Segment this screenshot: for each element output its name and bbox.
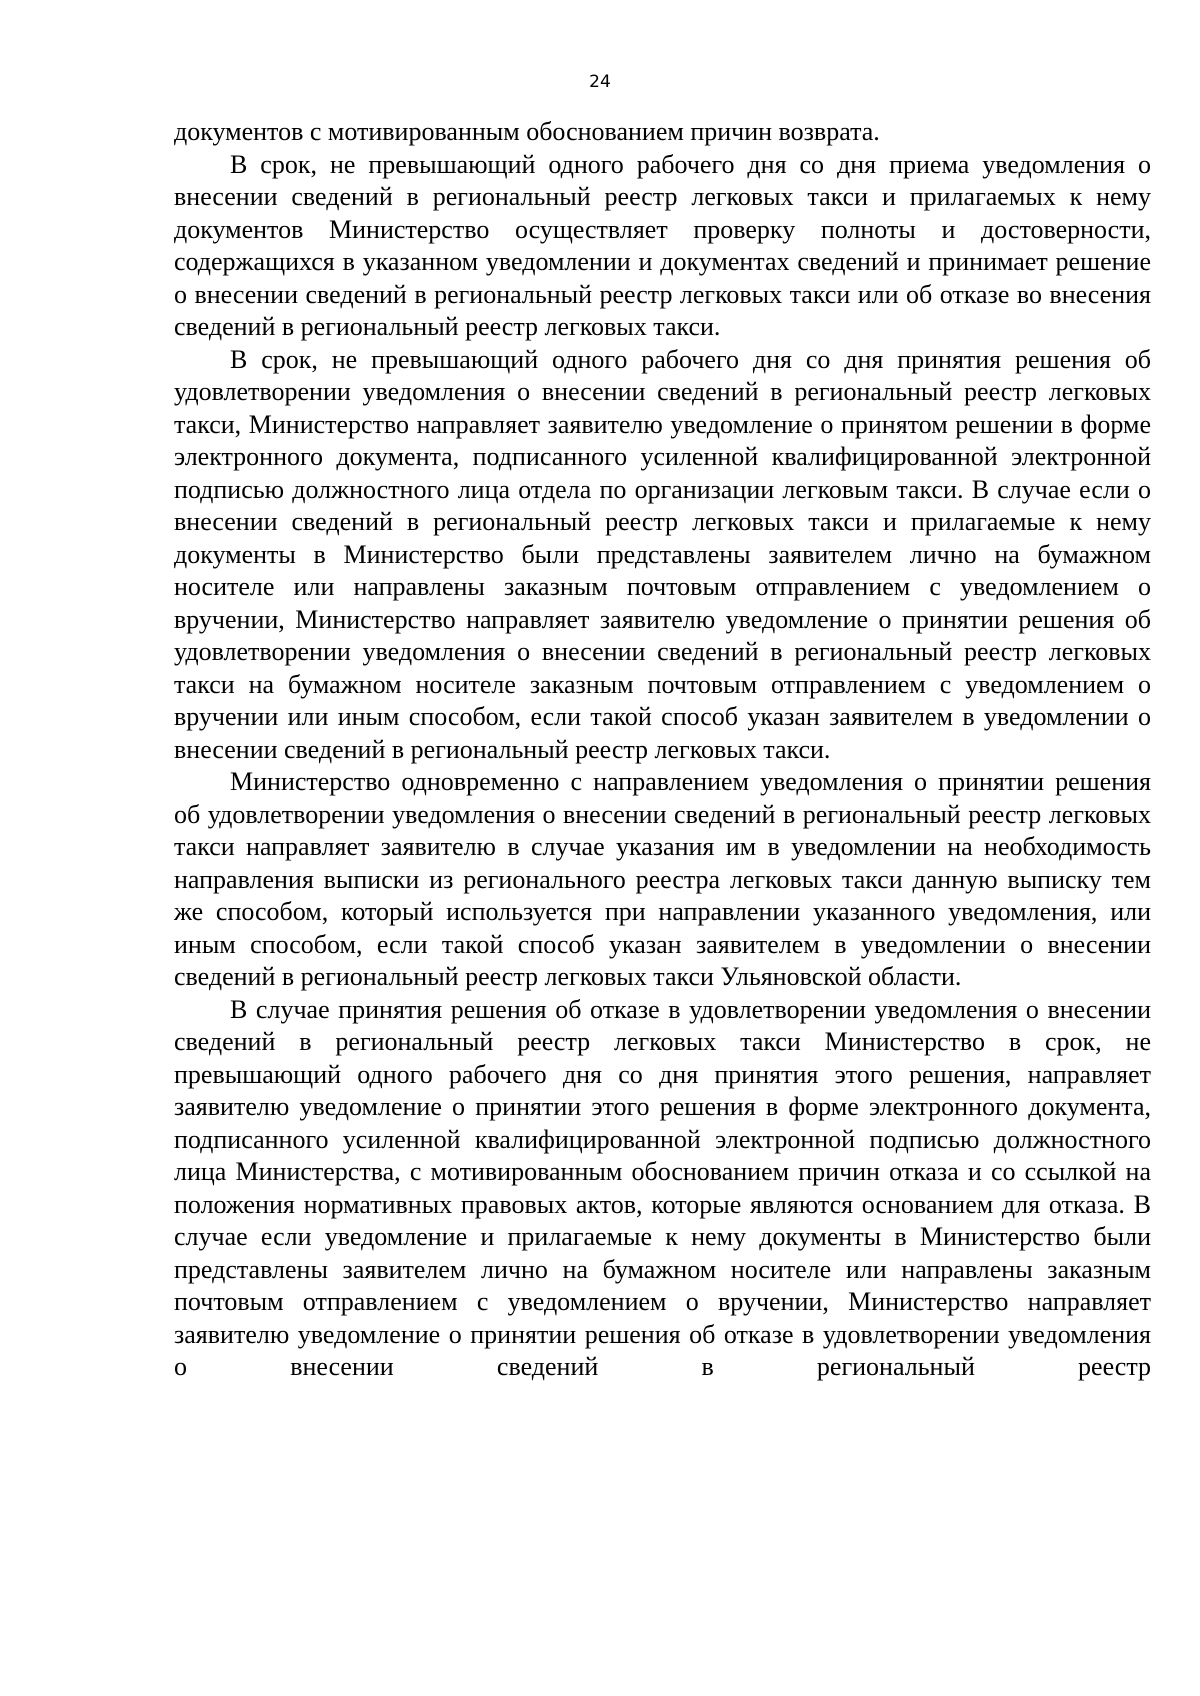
paragraph: В срок, не превышающий одного рабочего дня со дня приема уведомления о внесении сведений в региональный реестр легковых такси и прилагаемых к нему документов Министерство осуществляет проверку полноты и достоверности, содержащихся в указанном уведомлении и документах сведений и принимает решение о внесении сведений в региональный реестр легковых такси или об отказе во внесения сведений в региональный реестр легковых такси. xyxy=(174,149,1151,341)
paragraph: Министерство одновременно с направлением уведомления о принятии решения об удовлетворении уведомления о внесении сведений в региональный реестр легковых такси направляет заявителю в случае указания им в уведомлении на необходимость направления выписки из регионального реестра легковых такси данную выписку тем же способом, который используется при направлении указанного уведомления, или иным способом, если такой способ указан заявителем в уведомлении о внесении сведений в региональный реестр легковых такси Ульяновской области. xyxy=(174,767,1151,991)
paragraph-continuation: документов с мотивированным обоснованием причин возврата. xyxy=(174,117,880,146)
paragraph: В случае принятия решения об отказе в удовлетворении уведомления о внесении сведений в региональный реестр легковых такси Министерство в срок, не превышающий одного рабочего дня со дня принятия этого решения, направляет заявителю уведомление о принятии этого решения в форме электронного документа, подписанного усиленной квалифицированной электронной подписью должностного лица Министерства, с мотивированным обоснованием причин отказа и со ссылкой на положения нормативных правовых актов, которые являются основанием для отказа. В случае если уведомление и прилагаемые к нему документы в Министерство были представлены заявителем лично на бумажном носителе или направлены заказным почтовым отправлением с уведомлением о вручении, Министерство направляет заявителю уведомление о принятии решения об отказе в удовлетворении уведомления о внесении сведений в региональный реестр xyxy=(174,994,1151,1381)
page-number: 24 xyxy=(589,72,611,92)
document-body xyxy=(174,116,1151,1384)
paragraph: В срок, не превышающий одного рабочего дня со дня принятия решения об удовлетворении уведомления о внесении сведений в региональный реестр легковых такси, Министерство направляет заявителю уведомление о принятом решении в форме электронного документа, подписанного усиленной квалифицированной электронной подписью должностного лица отдела по организации легковым такси. В случае если о внесении сведений в региональный реестр легковых такси и прилагаемые к нему документы в Министерство были представлены заявителем лично на бумажном носителе или направлены заказным почтовым отправлением с уведомлением о вручении, Министерство направляет заявителю уведомление о принятии решения об удовлетворении уведомления о внесении сведений в региональный реестр легковых такси на бумажном носителе заказным почтовым отправлением с уведомлением о вручении или иным способом, если такой способ указан заявителем в уведомлении о внесении сведений в региональный реестр легковых такси. xyxy=(174,344,1151,764)
